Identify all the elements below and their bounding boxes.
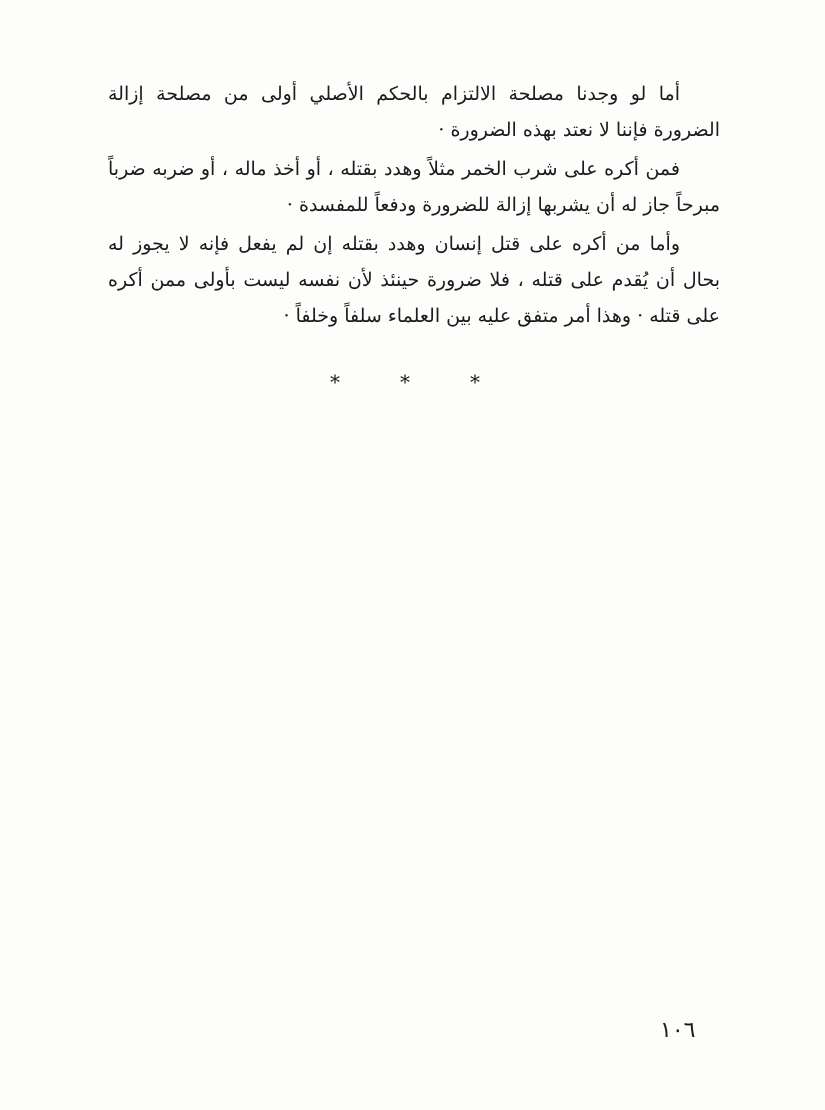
paragraph-wine-coercion: فمن أكره على شرب الخمر مثلاً وهدد بقتله ، أو أخذ ماله ، أو ضربه ضرباً مبرحاً جاز له أن يشربها إزالة للضرورة ودفعاً للمفسدة · [108,158,720,216]
separator-star: * [330,370,340,394]
section-separator [330,370,480,394]
paragraph-necessity-priority: أما لو وجدنا مصلحة الالتزام بالحكم الأصلي أولى من مصلحة إزالة الضرورة فإننا لا نعتد بهذه الضرورة · [108,83,720,141]
separator-star: * [400,370,410,394]
separator-star: * [470,370,480,394]
page-number: ١٠٦ [660,1018,696,1043]
body-text [108,76,720,337]
paragraph-killing-coercion: وأما من أكره على قتل إنسان وهدد بقتله إن لم يفعل فإنه لا يجوز له بحال أن يُقدم على قتله ، فلا ضرورة حينئذ لأن نفسه ليست بأولى ممن أكره على قتله · وهذا أمر متفق عليه بين العلماء سلفاً وخلفاً · [108,233,720,327]
